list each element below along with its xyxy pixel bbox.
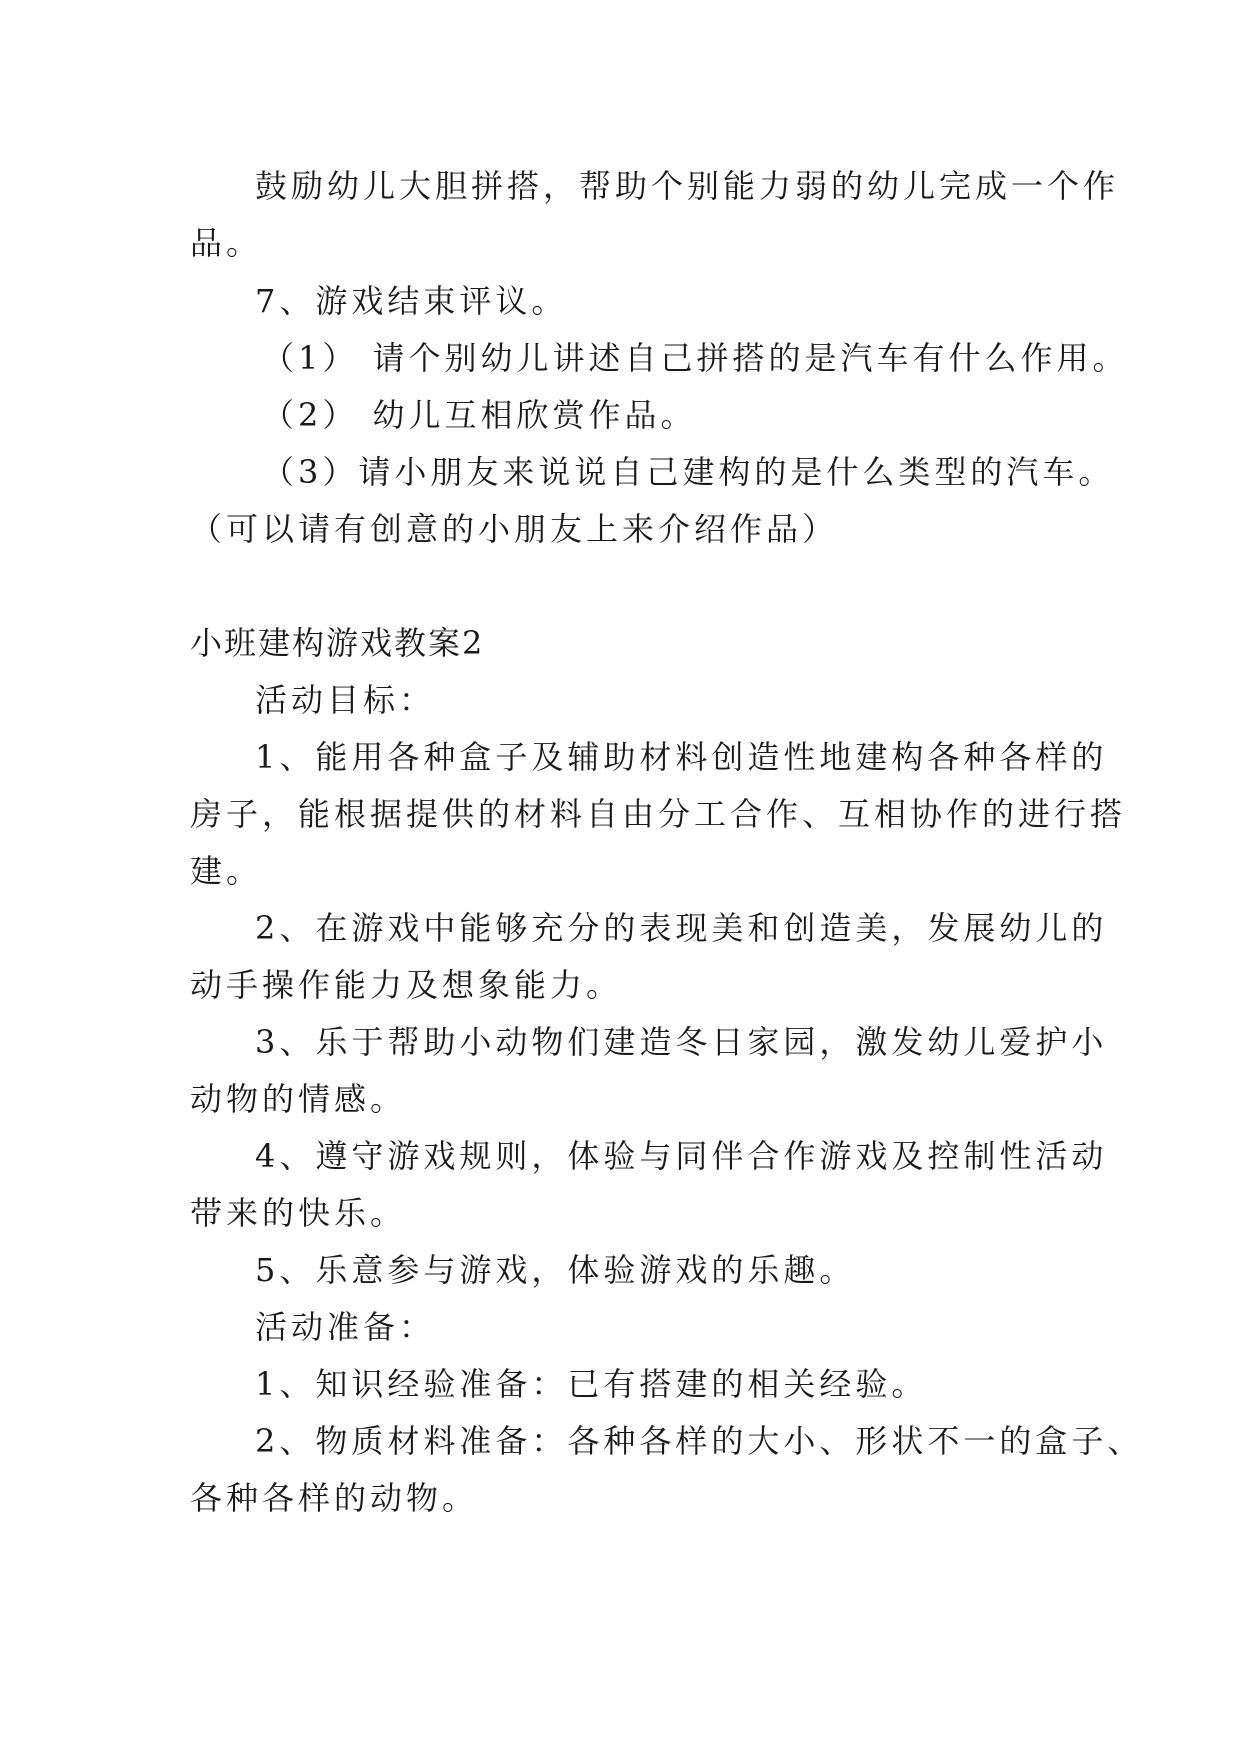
- paragraph-line: 4、遵守游戏规则，体验与同伴合作游戏及控制性活动: [255, 1137, 1108, 1175]
- paragraph-line: 3、乐于帮助小动物们建造冬日家园，激发幼儿爱护小: [255, 1023, 1108, 1061]
- paragraph-line: 5、乐意参与游戏，体验游戏的乐趣。: [255, 1251, 856, 1289]
- paragraph-line: 建。: [190, 852, 263, 890]
- paragraph-line: 2、物质材料准备：各种各样的大小、形状不一的盒子、: [255, 1422, 1144, 1460]
- paragraph-line: 动物的情感。: [190, 1080, 407, 1118]
- paragraph-line: 品。: [190, 224, 263, 262]
- paragraph-line: 鼓励幼儿大胆拼搭，帮助个别能力弱的幼儿完成一个作: [255, 167, 1120, 205]
- list-item: （2） 幼儿互相欣赏作品。: [262, 396, 697, 434]
- paragraph-line: 1、能用各种盒子及辅助材料创造性地建构各种各样的: [255, 738, 1108, 776]
- subheading: 活动准备：: [255, 1308, 436, 1346]
- paragraph-line: 动手操作能力及想象能力。: [190, 966, 623, 1004]
- section-title: 小班建构游戏教案2: [190, 624, 485, 662]
- subheading: 活动目标：: [255, 681, 436, 719]
- paragraph-line: 各种各样的动物。: [190, 1479, 479, 1517]
- list-item: （1） 请个别幼儿讲述自己拼搭的是汽车有什么作用。: [262, 339, 1129, 377]
- paragraph-line: 1、知识经验准备：已有搭建的相关经验。: [255, 1365, 928, 1403]
- paragraph-line: 房子，能根据提供的材料自由分工合作、互相协作的进行搭: [190, 795, 1127, 833]
- paragraph-line: 带来的快乐。: [190, 1194, 407, 1232]
- paragraph-line: （可以请有创意的小朋友上来介绍作品）: [190, 510, 839, 548]
- step-heading: 7、游戏结束评议。: [255, 282, 568, 320]
- list-item: （3）请小朋友来说说自己建构的是什么类型的汽车。: [262, 453, 1115, 491]
- paragraph-line: 2、在游戏中能够充分的表现美和创造美，发展幼儿的: [255, 909, 1108, 947]
